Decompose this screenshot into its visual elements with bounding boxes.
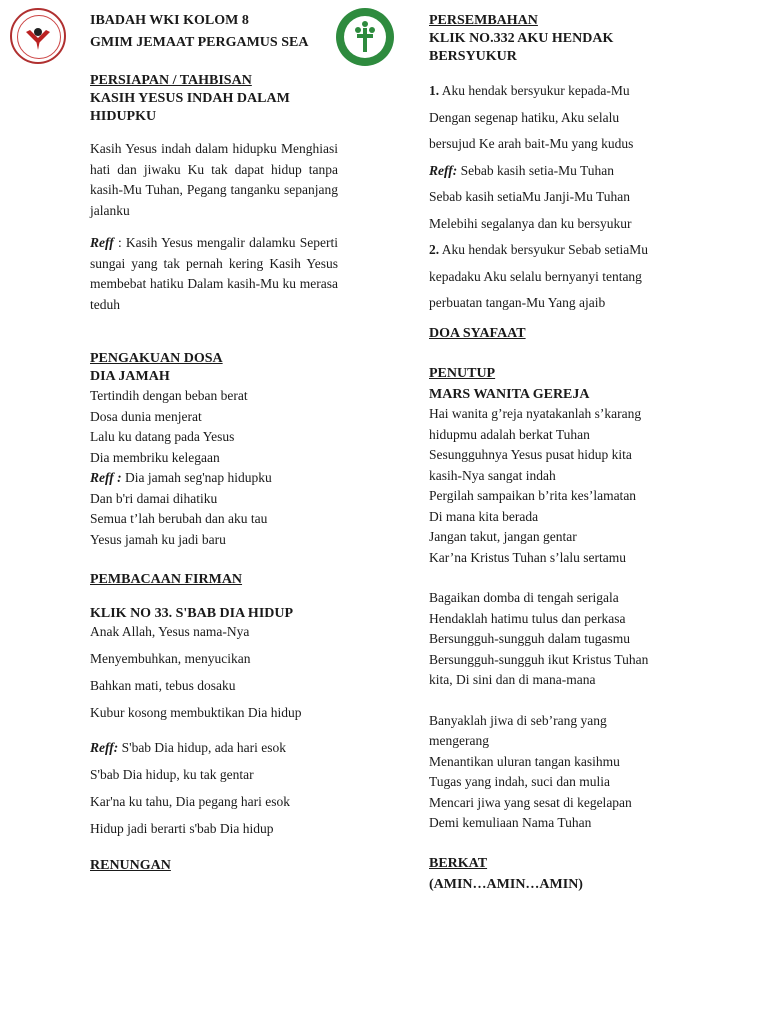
lyric-line: Bersungguh-sungguh dalam tugasmu bbox=[429, 631, 630, 646]
penutup-song-title: MARS WANITA GEREJA bbox=[429, 387, 590, 402]
lyric-line: S'bab Dia hidup, ku tak gentar bbox=[90, 767, 254, 782]
renungan-heading: RENUNGAN bbox=[90, 858, 171, 873]
lyric-line: Sebab kasih setiaMu Janji-Mu Tuhan bbox=[429, 189, 630, 204]
section-pembacaan bbox=[90, 571, 338, 842]
lyric-line: 1. Aku hendak bersyukur kepada-Mu bbox=[429, 83, 630, 98]
penutup-stanza-3 bbox=[429, 711, 677, 834]
penutup-heading: PENUTUP bbox=[429, 366, 496, 381]
lyric-line: Tertindih dengan beban berat bbox=[90, 388, 248, 403]
lyric-line: Dosa dunia menjerat bbox=[90, 408, 202, 424]
lyric-line: kita, Di sini dan di mana-mana bbox=[429, 672, 596, 687]
persiapan-heading: PERSIAPAN / TAHBISAN bbox=[90, 73, 252, 88]
doa-heading: DOA SYAFAAT bbox=[429, 326, 526, 341]
section-berkat bbox=[429, 855, 677, 894]
document-header bbox=[90, 12, 340, 52]
reff-label: Reff : bbox=[90, 470, 122, 485]
reff-label: Reff bbox=[90, 235, 114, 250]
pembacaan-reff bbox=[90, 734, 338, 842]
lyric-line: hidupmu adalah berkat Tuhan bbox=[429, 426, 590, 442]
wki-logo-left bbox=[10, 8, 66, 64]
lyric-line: Bahkan mati, tebus dosaku bbox=[90, 678, 236, 693]
lyric-line: Kar'na ku tahu, Dia pegang hari esok bbox=[90, 794, 290, 809]
lyric-line: Dan b'ri damai dihatiku bbox=[90, 490, 218, 506]
lyric-line: Menyembuhkan, menyucikan bbox=[90, 651, 251, 666]
pembacaan-verse bbox=[90, 618, 338, 726]
pengakuan-verse bbox=[90, 386, 338, 550]
persembahan-verse-1 bbox=[429, 78, 677, 317]
lyric-line: Banyaklah jiwa di seb’rang yang bbox=[429, 712, 607, 728]
section-doa bbox=[429, 325, 677, 343]
reff-text: Dia jamah seg'nap hidupku bbox=[121, 470, 272, 485]
logo-emblem-icon bbox=[12, 10, 64, 62]
reff-text: : Kasih Yesus mengalir dalamku Seperti sungai yang tak pernah kering Kasih Yesus membebat hatiku Dalam kasih-Mu ku merasa teduh bbox=[90, 235, 338, 312]
reff-label: Reff: bbox=[90, 740, 119, 755]
lyric-line: 2. Aku hendak bersyukur Sebab setiaMu bbox=[429, 242, 648, 257]
header-title-line2: GMIM JEMAAT PERGAMUS SEA bbox=[90, 35, 309, 50]
penutup-stanza-1 bbox=[429, 404, 677, 568]
lyric-line: perbuatan tangan-Mu Yang ajaib bbox=[429, 295, 606, 310]
persiapan-song-title: KASIH YESUS INDAH DALAM HIDUPKU bbox=[90, 91, 290, 124]
lyric-line: Demi kemuliaan Nama Tuhan bbox=[429, 815, 592, 830]
section-renungan bbox=[90, 857, 338, 875]
tree-cross-icon bbox=[336, 8, 394, 66]
lyric-line: Semua t’lah berubah dan aku tau bbox=[90, 511, 268, 526]
persiapan-reff bbox=[90, 233, 338, 315]
lyric-line: Kar’na Kristus Tuhan s’lalu sertamu bbox=[429, 549, 626, 565]
section-persiapan bbox=[90, 72, 338, 315]
verse-number: 1. bbox=[429, 83, 440, 98]
lyric-line: Di mana kita berada bbox=[429, 508, 539, 524]
lyric-line: Tugas yang indah, suci dan mulia bbox=[429, 774, 610, 789]
reff-line bbox=[429, 158, 677, 185]
lyric-line: bersujud Ke arah bait-Mu yang kudus bbox=[429, 136, 634, 151]
berkat-text: (AMIN…AMIN…AMIN) bbox=[429, 877, 583, 892]
pengakuan-heading: PENGAKUAN DOSA bbox=[90, 351, 223, 366]
berkat-heading: BERKAT bbox=[429, 856, 488, 871]
reff-line bbox=[90, 734, 338, 761]
persembahan-heading: PERSEMBAHAN bbox=[429, 13, 538, 28]
lyric-line: Bagaikan domba di tengah serigala bbox=[429, 590, 619, 605]
section-pengakuan bbox=[90, 350, 338, 550]
reff-label: Reff: bbox=[429, 162, 458, 178]
lyric-line: Yesus jamah ku jadi baru bbox=[90, 531, 226, 547]
lyric-line: Pergilah sampaikan b’rita kes’lamatan bbox=[429, 488, 637, 503]
lyric-line: Kubur kosong membuktikan Dia hidup bbox=[90, 705, 302, 720]
persembahan-song-title: KLIK NO.332 AKU HENDAK BERSYUKUR bbox=[429, 31, 614, 64]
persiapan-verse: Kasih Yesus indah dalam hidupku Menghiasi hati dan jiwaku Ku tak dapat hidup tanpa kasih-Mu Tuhan, Pegang tanganku sepanjang jalanku bbox=[90, 141, 338, 218]
lyric-line: Hendaklah hatimu tulus dan perkasa bbox=[429, 610, 626, 626]
reff-line bbox=[90, 468, 338, 489]
header-title-line1: IBADAH WKI KOLOM 8 bbox=[90, 13, 249, 28]
lyric-line: Mencari jiwa yang sesat di kegelapan bbox=[429, 794, 632, 810]
reff-text: Sebab kasih setia-Mu Tuhan bbox=[457, 162, 614, 178]
gmim-logo-right bbox=[336, 8, 394, 66]
lyric-line: kasih-Nya sangat indah bbox=[429, 467, 556, 483]
section-penutup bbox=[429, 365, 677, 834]
section-persembahan bbox=[429, 12, 677, 317]
verse-number: 2. bbox=[429, 242, 440, 257]
pembacaan-song-title: KLIK NO 33. S'BAB DIA HIDUP bbox=[90, 606, 294, 621]
lyric-line: Bersungguh-sungguh ikut Kristus Tuhan bbox=[429, 651, 649, 667]
lyric-line: Hidup jadi berarti s'bab Dia hidup bbox=[90, 821, 274, 836]
lyric-line: kepadaku Aku selalu bernyanyi tentang bbox=[429, 268, 642, 284]
lyric-line: Lalu ku datang pada Yesus bbox=[90, 429, 235, 444]
lyric-line: Menantikan uluran tangan kasihmu bbox=[429, 753, 620, 769]
lyric-line: Melebihi segalanya dan ku bersyukur bbox=[429, 215, 632, 231]
pengakuan-song-title: DIA JAMAH bbox=[90, 369, 170, 384]
pembacaan-heading: PEMBACAAN FIRMAN bbox=[90, 572, 243, 587]
lyric-line: Sesungguhnya Yesus pusat hidup kita bbox=[429, 447, 632, 462]
lyric-line: Anak Allah, Yesus nama-Nya bbox=[90, 624, 250, 639]
lyric-line: Hai wanita g’reja nyatakanlah s’karang bbox=[429, 406, 642, 421]
penutup-stanza-2 bbox=[429, 588, 677, 691]
lyric-line: Dia membriku kelegaan bbox=[90, 449, 220, 465]
reff-text: S'bab Dia hidup, ada hari esok bbox=[118, 740, 287, 755]
lyric-line: Dengan segenap hatiku, Aku selalu bbox=[429, 109, 620, 125]
lyric-line: Jangan takut, jangan gentar bbox=[429, 529, 577, 544]
lyric-line: mengerang bbox=[429, 733, 489, 748]
